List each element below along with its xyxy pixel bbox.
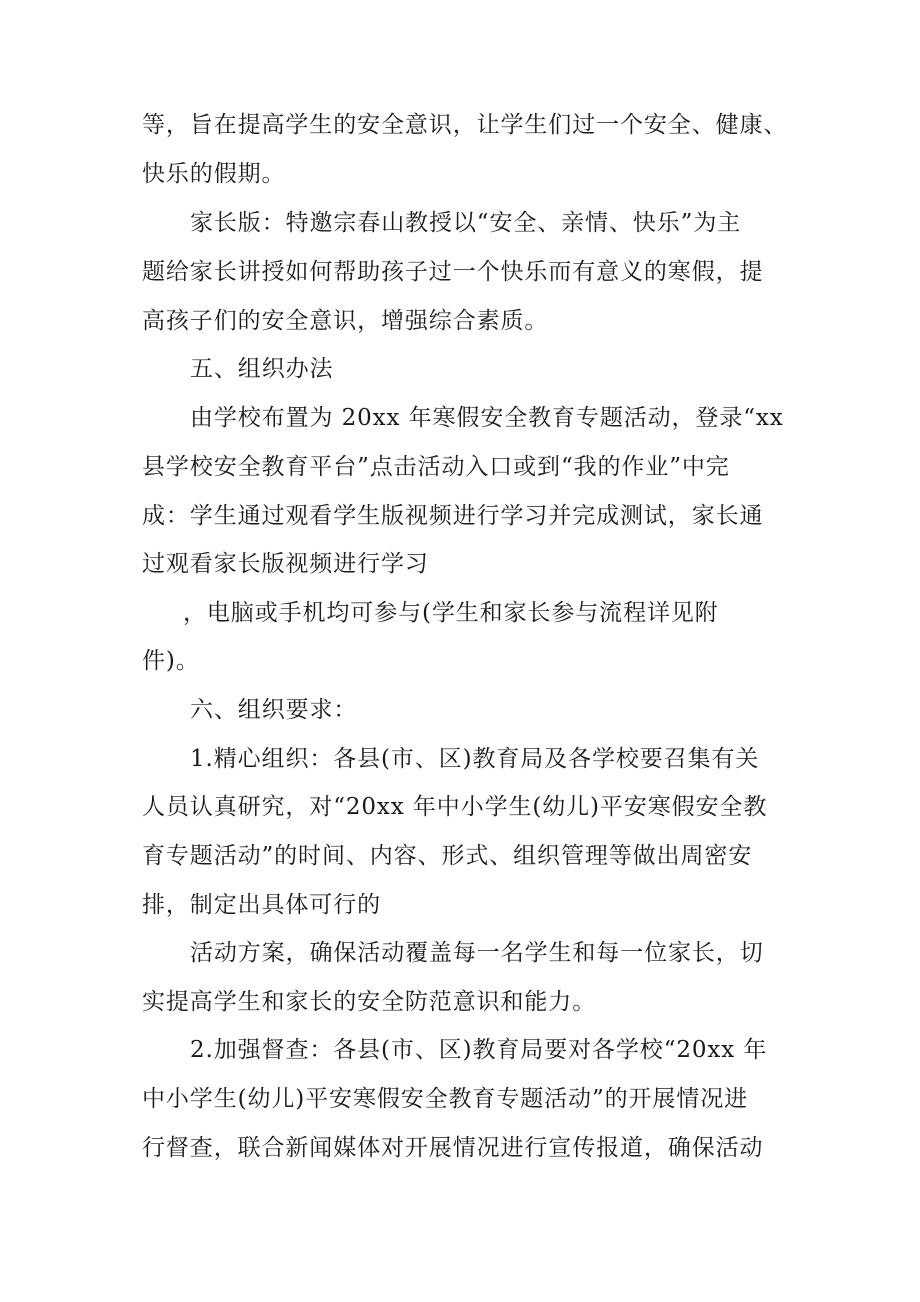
- section-heading: 六、组织要求：: [190, 697, 358, 723]
- paragraph-line: 人员认真研究，对“20xx 年中小学生(幼儿)平安寒假安全教: [142, 794, 768, 820]
- paragraph-line: 题给家长讲授如何帮助孩子过一个快乐而有意义的寒假，提: [142, 259, 764, 285]
- paragraph-line: 活动方案，确保活动覆盖每一名学生和每一位家长，切: [190, 940, 764, 966]
- paragraph-line: 快乐的假期。: [142, 161, 286, 187]
- paragraph-line: 成：学生通过观看学生版视频进行学习并完成测试，家长通: [142, 503, 764, 529]
- paragraph-line: 县学校安全教育平台”点击活动入口或到“我的作业”中完: [142, 454, 730, 480]
- paragraph-line: 实提高学生和家长的安全防范意识和能力。: [142, 989, 597, 1015]
- paragraph-line: 高孩子们的安全意识，增强综合素质。: [142, 308, 549, 334]
- paragraph-line: 2.加强督查：各县(市、区)教育局要对各学校“20xx 年: [190, 1037, 768, 1063]
- paragraph-line: 家长版：特邀宗春山教授以“安全、亲情、快乐”为主: [190, 210, 742, 236]
- paragraph-line: 件)。: [142, 648, 200, 674]
- paragraph-line: 过观看家长版视频进行学习: [142, 551, 429, 577]
- paragraph-line: 由学校布置为 20xx 年寒假安全教育专题活动，登录“xx: [190, 405, 784, 431]
- section-heading: 五、组织办法: [190, 356, 334, 382]
- paragraph-line: 行督查，联合新闻媒体对开展情况进行宣传报道，确保活动: [142, 1135, 764, 1161]
- paragraph-line: 1.精心组织：各县(市、区)教育局及各学校要召集有关: [190, 746, 760, 772]
- paragraph-line: 等，旨在提高学生的安全意识，让学生们过一个安全、健康、: [142, 112, 788, 138]
- paragraph-line: ，电脑或手机均可参与(学生和家长参与流程详见附: [183, 600, 719, 626]
- paragraph-line: 排，制定出具体可行的: [142, 892, 381, 918]
- paragraph-line: 中小学生(幼儿)平安寒假安全教育专题活动”的开展情况进: [142, 1086, 749, 1112]
- paragraph-line: 育专题活动”的时间、内容、形式、组织管理等做出周密安: [142, 843, 753, 869]
